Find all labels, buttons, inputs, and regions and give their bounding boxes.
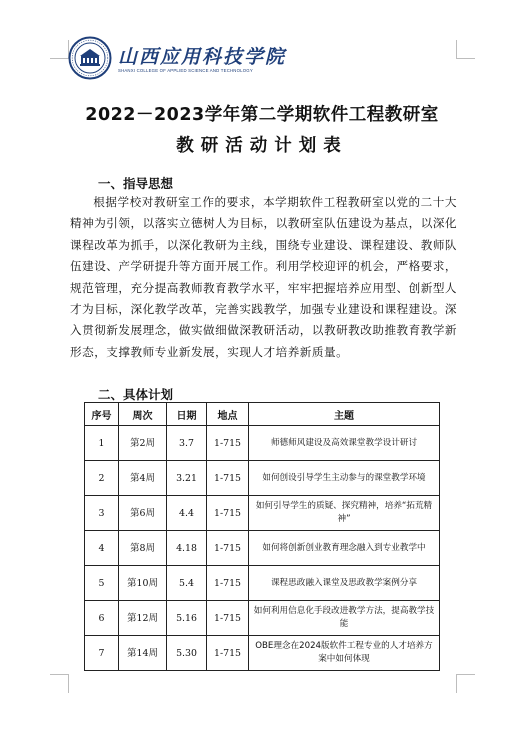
guiding-ideology-paragraph: 根据学校对教研室工作的要求，本学期软件工程教研室以党的二十大精神为引领，以落实立德树人为目标，以教研室队伍建设为基点，以深化课程改革为抓手，以深化教研为主线，围绕专业建设、课程建设、教师队伍建设、产学研提升等方面开展工作。利用学校迎评的机会，严格要求，规范管理，充分提高教师教育教学水平，牢牢把握培养应用型、创新型人才为目标，深化教学改革，完善实践教学，加强专业建设和课程建设。深入贯彻新发展理念，做实做细做深教研活动，以教研教改助推教育教学新形态，支撑教师专业新发展，实现人才培养新质量。 xyxy=(70,195,458,359)
table-row xyxy=(85,636,440,671)
cell-place: 1-715 xyxy=(207,496,249,531)
cell-topic: 如何引导学生的质疑、探究精神，培养“拓荒精神” xyxy=(249,496,440,531)
cell-topic: 课程思政融入课堂及思政教学案例分享 xyxy=(249,566,440,601)
crop-mark-top-left xyxy=(50,40,69,59)
college-seal-icon xyxy=(68,36,112,80)
table-row xyxy=(85,566,440,601)
cell-date: 4.4 xyxy=(167,496,207,531)
cell-topic: OBE理念在2024版软件工程专业的人才培养方案中如何体现 xyxy=(249,636,440,671)
table-row xyxy=(85,601,440,636)
cell-date: 3.7 xyxy=(167,426,207,461)
document-title: 2022－2023学年第二学期软件工程教研室 xyxy=(85,105,439,125)
cell-date: 5.4 xyxy=(167,566,207,601)
cell-place: 1-715 xyxy=(207,531,249,566)
column-header-date: 日期 xyxy=(167,403,207,426)
cell-week: 第12周 xyxy=(119,601,167,636)
cell-week: 第8周 xyxy=(119,531,167,566)
section-heading-guiding-ideology: 一、指导思想 xyxy=(98,176,174,191)
cell-week: 第4周 xyxy=(119,461,167,496)
cell-week: 第14周 xyxy=(119,636,167,671)
table-row xyxy=(85,461,440,496)
column-header-no: 序号 xyxy=(85,403,119,426)
column-header-topic: 主题 xyxy=(249,403,440,426)
cell-place: 1-715 xyxy=(207,601,249,636)
cell-date: 5.16 xyxy=(167,601,207,636)
cell-topic: 师德师风建设及高效课堂教学设计研讨 xyxy=(249,426,440,461)
cell-no: 7 xyxy=(85,636,119,671)
cell-no: 4 xyxy=(85,531,119,566)
table-header-row xyxy=(85,403,440,426)
cell-place: 1-715 xyxy=(207,426,249,461)
cell-date: 4.18 xyxy=(167,531,207,566)
document-subtitle: 教研活动计划表 xyxy=(176,136,348,156)
column-header-place: 地点 xyxy=(207,403,249,426)
column-header-week: 周次 xyxy=(119,403,167,426)
cell-topic: 如何创设引导学生主动参与的课堂教学环境 xyxy=(249,461,440,496)
table-row xyxy=(85,531,440,566)
cell-week: 第6周 xyxy=(119,496,167,531)
cell-topic: 如何将创新创业教育理念融入到专业教学中 xyxy=(249,531,440,566)
cell-place: 1-715 xyxy=(207,461,249,496)
crop-mark-top-right xyxy=(456,40,475,59)
cell-no: 6 xyxy=(85,601,119,636)
cell-date: 5.30 xyxy=(167,636,207,671)
cell-no: 1 xyxy=(85,426,119,461)
cell-no: 3 xyxy=(85,496,119,531)
table-row xyxy=(85,496,440,531)
cell-week: 第2周 xyxy=(119,426,167,461)
cell-place: 1-715 xyxy=(207,636,249,671)
plan-table xyxy=(84,402,440,671)
cell-place: 1-715 xyxy=(207,566,249,601)
cell-no: 5 xyxy=(85,566,119,601)
college-logo xyxy=(68,36,287,82)
cell-topic: 如何利用信息化手段改进教学方法，提高教学技能 xyxy=(249,601,440,636)
crop-mark-bottom-right xyxy=(456,674,475,693)
table-row xyxy=(85,426,440,461)
cell-week: 第10周 xyxy=(119,566,167,601)
college-name-en: SHANXI COLLEGE OF APPLIED SCIENCE AND TECHNOLOGY xyxy=(118,68,253,73)
cell-no: 2 xyxy=(85,461,119,496)
crop-mark-bottom-left xyxy=(50,674,69,693)
section-heading-specific-plan: 二、具体计划 xyxy=(98,387,174,402)
cell-date: 3.21 xyxy=(167,461,207,496)
college-name-cn: 山西应用科技学院 xyxy=(118,46,287,68)
